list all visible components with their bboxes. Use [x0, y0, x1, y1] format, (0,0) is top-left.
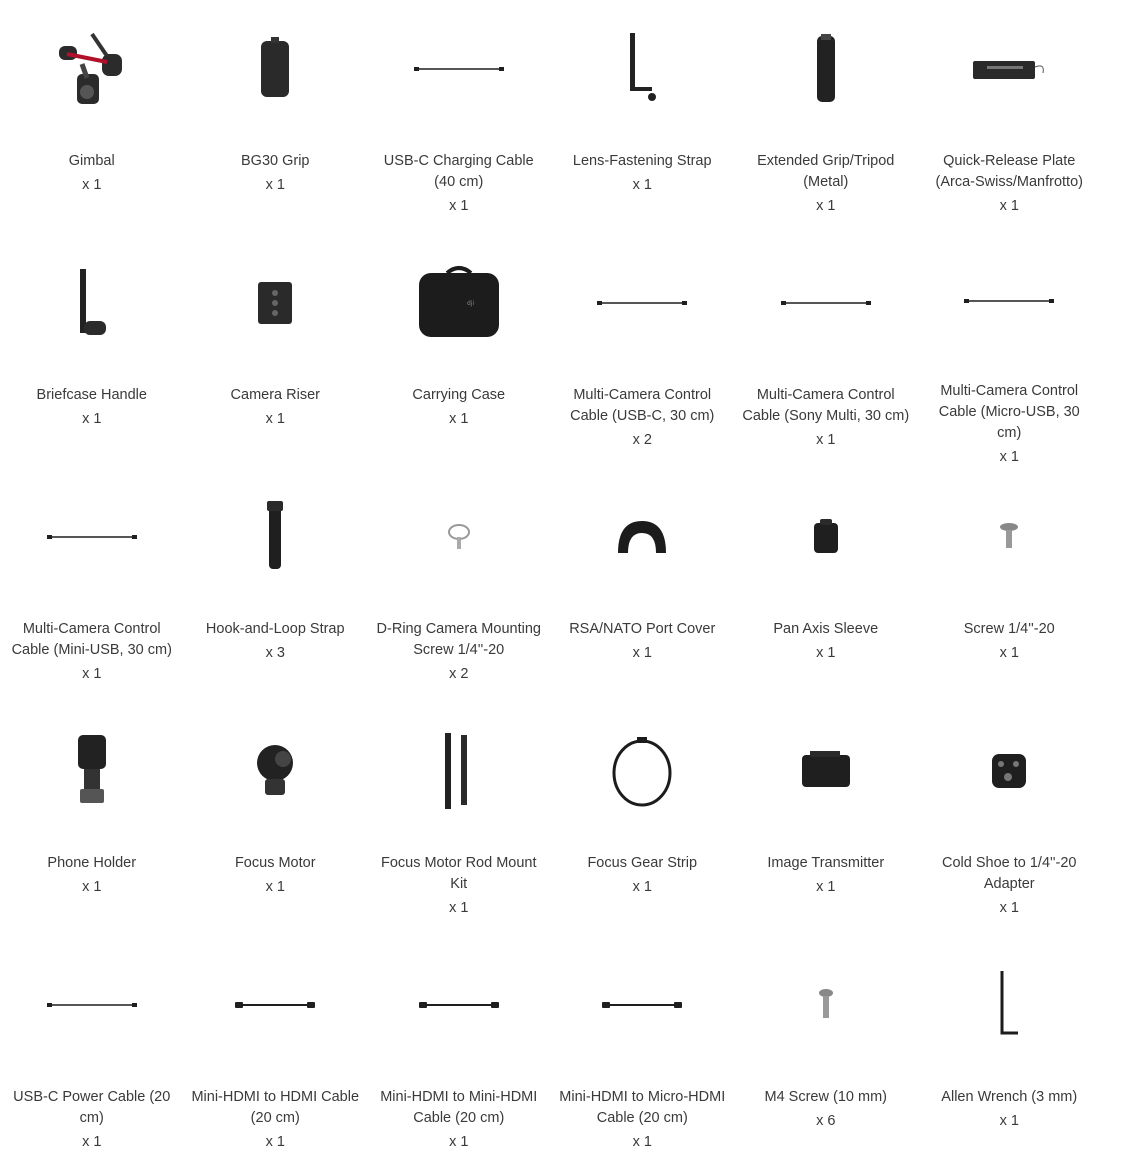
accessory-name: USB-C Charging Cable (40 cm) — [383, 153, 534, 190]
lens-strap-icon — [562, 4, 722, 134]
riser-icon — [195, 238, 355, 368]
rod-mount-icon — [379, 706, 539, 836]
accessory-item — [367, 702, 551, 936]
accessory-quantity: x 1 — [265, 1134, 285, 1150]
accessory-quantity: x 1 — [632, 645, 652, 661]
accessory-item — [734, 234, 918, 468]
phone-holder-icon — [12, 706, 172, 836]
transmitter-icon — [746, 706, 906, 836]
tripod-icon — [746, 4, 906, 134]
accessory-quantity: x 1 — [449, 1134, 469, 1150]
accessory-name: Screw 1/4''-20 — [963, 621, 1055, 637]
screw-icon — [929, 472, 1089, 602]
accessory-quantity: x 1 — [82, 1134, 102, 1150]
accessory-quantity: x 1 — [82, 177, 102, 193]
cable-icon — [562, 238, 722, 368]
cable-icon — [12, 472, 172, 602]
accessory-quantity: x 3 — [265, 645, 285, 661]
accessory-quantity: x 1 — [82, 666, 102, 682]
accessory-item — [551, 702, 735, 936]
accessory-name: Cold Shoe to 1/4''-20 Adapter — [941, 855, 1077, 892]
accessory-item — [734, 936, 918, 1170]
hdmi-cable-icon — [562, 940, 722, 1070]
accessory-quantity: x 2 — [449, 666, 469, 682]
accessory-name: Mini-HDMI to HDMI Cable (20 cm) — [191, 1089, 360, 1126]
accessory-quantity: x 1 — [999, 645, 1019, 661]
accessory-name: Quick-Release Plate (Arca-Swiss/Manfrotto) — [935, 153, 1083, 190]
accessory-quantity: x 1 — [449, 900, 469, 916]
allen-wrench-icon — [929, 940, 1089, 1070]
accessory-item — [184, 936, 368, 1170]
m4-screw-icon — [746, 940, 906, 1070]
accessory-quantity: x 1 — [999, 449, 1019, 465]
focus-motor-icon — [195, 706, 355, 836]
accessory-quantity: x 1 — [999, 198, 1019, 214]
accessory-name: USB-C Power Cable (20 cm) — [13, 1089, 171, 1126]
accessory-item — [367, 234, 551, 468]
accessory-name: RSA/NATO Port Cover — [569, 621, 716, 637]
accessory-quantity: x 1 — [265, 879, 285, 895]
accessory-name: Image Transmitter — [767, 855, 885, 871]
accessory-quantity: x 1 — [265, 411, 285, 427]
accessory-item — [551, 936, 735, 1170]
accessory-name: Mini-HDMI to Mini-HDMI Cable (20 cm) — [380, 1089, 538, 1126]
accessory-item — [918, 702, 1102, 936]
accessory-name: Allen Wrench (3 mm) — [941, 1089, 1078, 1105]
accessory-quantity: x 1 — [632, 1134, 652, 1150]
gear-strip-icon — [562, 706, 722, 836]
accessory-name: Carrying Case — [412, 387, 506, 403]
accessory-name: M4 Screw (10 mm) — [764, 1089, 887, 1105]
accessory-item — [184, 468, 368, 702]
accessory-item — [0, 936, 184, 1170]
accessory-name: Focus Gear Strip — [587, 855, 698, 871]
accessory-name: Mini-HDMI to Micro-HDMI Cable (20 cm) — [559, 1089, 726, 1126]
accessory-item — [367, 936, 551, 1170]
accessory-item — [0, 234, 184, 468]
accessory-quantity: x 2 — [632, 432, 652, 448]
accessory-name: BG30 Grip — [241, 153, 310, 169]
cable-icon — [12, 940, 172, 1070]
accessory-item — [551, 0, 735, 234]
accessory-name: Focus Motor — [234, 855, 316, 871]
accessory-name: Camera Riser — [230, 387, 320, 403]
accessory-item — [367, 0, 551, 234]
sleeve-icon — [746, 472, 906, 602]
handle-icon — [12, 238, 172, 368]
accessory-name: Lens-Fastening Strap — [572, 153, 712, 169]
accessory-quantity: x 1 — [816, 198, 836, 214]
velcro-strap-icon — [195, 472, 355, 602]
accessory-quantity: x 1 — [816, 432, 836, 448]
accessory-quantity: x 1 — [816, 645, 836, 661]
accessory-quantity: x 1 — [449, 198, 469, 214]
plate-icon — [929, 4, 1089, 134]
cable-icon — [746, 238, 906, 368]
accessory-item — [184, 702, 368, 936]
grip-icon — [195, 4, 355, 134]
accessory-item — [367, 468, 551, 702]
accessory-item — [0, 468, 184, 702]
accessory-quantity: x 1 — [265, 177, 285, 193]
case-icon — [379, 238, 539, 368]
accessory-item — [0, 0, 184, 234]
cold-shoe-icon — [929, 706, 1089, 836]
cable-icon — [379, 4, 539, 134]
accessory-quantity: x 1 — [816, 879, 836, 895]
accessory-name: Multi-Camera Control Cable (Sony Multi, 30 cm) — [742, 387, 910, 424]
accessory-item — [0, 702, 184, 936]
accessory-name: Pan Axis Sleeve — [773, 621, 879, 637]
hdmi-cable-icon — [195, 940, 355, 1070]
accessory-quantity: x 1 — [632, 177, 652, 193]
accessory-quantity: x 1 — [82, 879, 102, 895]
accessory-quantity: x 6 — [816, 1113, 836, 1129]
accessory-name: Briefcase Handle — [36, 387, 147, 403]
accessory-item — [551, 234, 735, 468]
accessory-item — [918, 0, 1102, 234]
accessory-quantity: x 1 — [999, 900, 1019, 916]
accessory-item — [918, 234, 1102, 468]
accessory-item — [918, 468, 1102, 702]
accessory-item — [551, 468, 735, 702]
d-ring-screw-icon — [379, 472, 539, 602]
accessory-name: Hook-and-Loop Strap — [205, 621, 345, 637]
port-cover-icon — [562, 472, 722, 602]
accessory-item — [734, 0, 918, 234]
accessory-quantity: x 1 — [632, 879, 652, 895]
accessory-name: Multi-Camera Control Cable (Mini-USB, 30 cm) — [11, 621, 172, 658]
accessory-item — [184, 0, 368, 234]
accessory-item — [734, 468, 918, 702]
accessory-quantity: x 1 — [82, 411, 102, 427]
accessory-quantity: x 1 — [999, 1113, 1019, 1129]
accessory-name: Gimbal — [68, 153, 115, 169]
accessory-name: Multi-Camera Control Cable (Micro-USB, 30 cm) — [938, 383, 1080, 441]
accessory-name: Focus Motor Rod Mount Kit — [380, 855, 537, 892]
accessory-item — [734, 702, 918, 936]
accessory-item — [184, 234, 368, 468]
accessory-name: D-Ring Camera Mounting Screw 1/4''-20 — [376, 621, 541, 658]
hdmi-cable-icon — [379, 940, 539, 1070]
gimbal-icon — [12, 4, 172, 134]
accessory-item — [918, 936, 1102, 1170]
accessory-name: Extended Grip/Tripod (Metal) — [757, 153, 895, 190]
accessory-quantity: x 1 — [449, 411, 469, 427]
accessory-name: Multi-Camera Control Cable (USB-C, 30 cm) — [570, 387, 715, 424]
svg-text:dji: dji — [466, 300, 474, 307]
accessory-name: Phone Holder — [47, 855, 137, 871]
cable-icon — [929, 238, 1089, 364]
